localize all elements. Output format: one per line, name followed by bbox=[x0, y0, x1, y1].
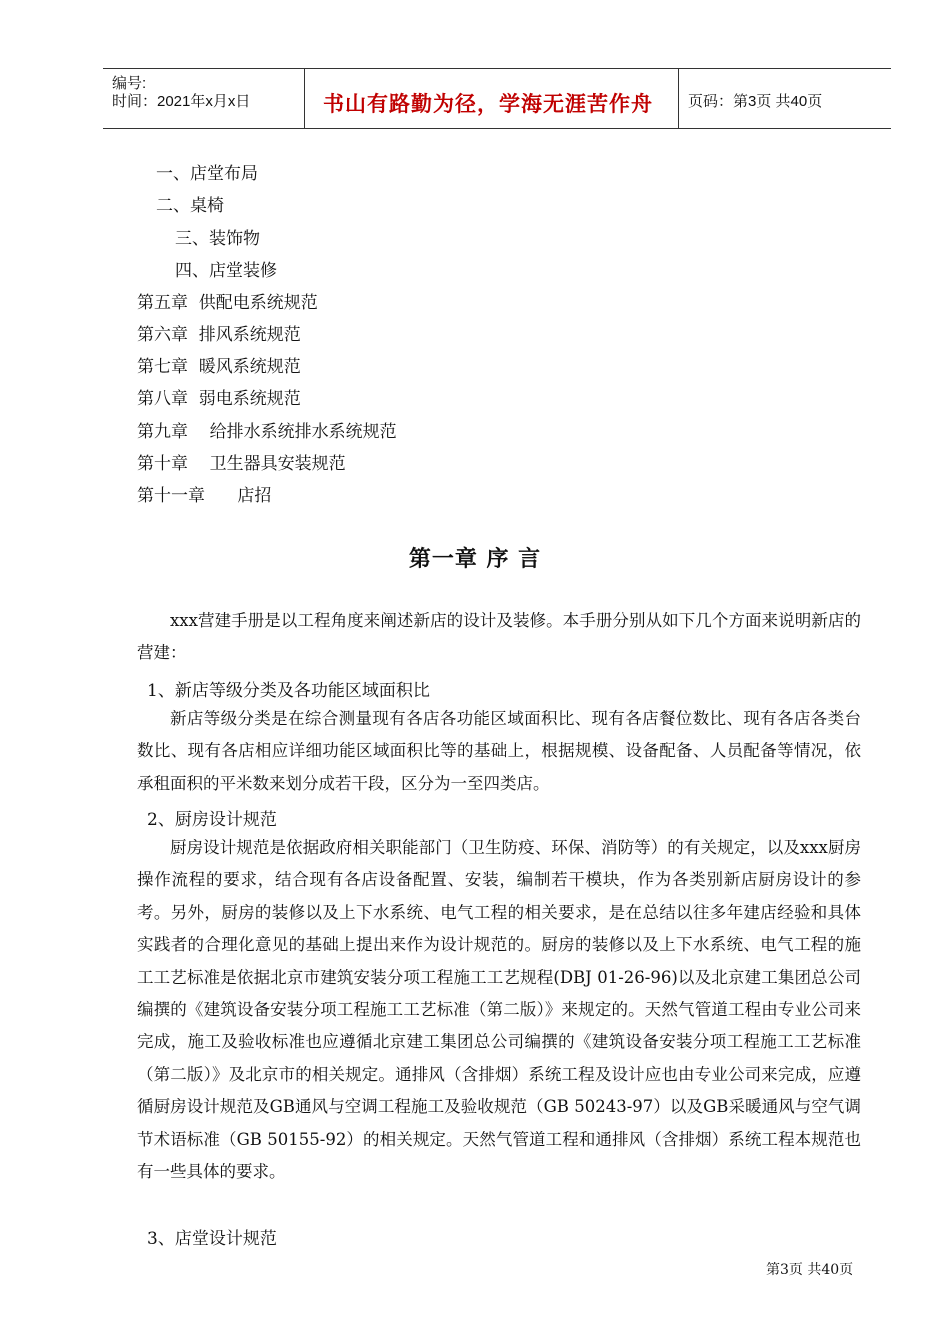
section-heading: 2、厨房设计规范 bbox=[147, 810, 277, 830]
section-paragraph: 新店等级分类是在综合测量现有各店各功能区域面积比、现有各店餐位数比、现有各店各类台数比、现有各店相应详细功能区域面积比等的基础上，根据规模、设备配备、人员配备等情况，依承租面积的平米数来划分成若干段，区分为一至四类店。 bbox=[137, 709, 861, 793]
toc-item: 第十一章 店招 bbox=[137, 486, 272, 506]
number-label: 编号: bbox=[112, 75, 147, 92]
motto: 书山有路勤为径，学海无涯苦作舟 bbox=[323, 92, 653, 116]
section-heading: 1、新店等级分类及各功能区域面积比 bbox=[147, 681, 430, 701]
section-heading: 3、店堂设计规范 bbox=[147, 1229, 277, 1249]
toc-item: 第十章 卫生器具安装规范 bbox=[137, 454, 346, 474]
toc-item: 三、装饰物 bbox=[175, 229, 260, 249]
time-label: 时间：2021年x月x日 bbox=[112, 93, 251, 110]
toc-item: 四、店堂装修 bbox=[175, 261, 277, 281]
toc-item: 二、桌椅 bbox=[156, 196, 224, 216]
toc-item: 第九章 给排水系统排水系统规范 bbox=[137, 422, 397, 442]
toc-item: 第七章 暖风系统规范 bbox=[137, 357, 301, 377]
header-page-label: 页码：第3页 共40页 bbox=[688, 93, 823, 110]
toc-item: 第六章 排风系统规范 bbox=[137, 325, 301, 345]
intro-paragraph: xxx营建手册是以工程角度来阐述新店的设计及装修。本手册分别从如下几个方面来说明新店的营建： bbox=[137, 611, 861, 663]
toc-item: 一、店堂布局 bbox=[156, 164, 258, 184]
chapter-title: 第一章 序 言 bbox=[408, 547, 542, 572]
header-right-cell bbox=[679, 69, 891, 128]
page-footer: 第3页 共40页 bbox=[766, 1262, 854, 1278]
section-paragraph: 厨房设计规范是依据政府相关职能部门（卫生防疫、环保、消防等）的有关规定，以及xxx厨房操作流程的要求，结合现有各店设备配置、安装，编制若干模块，作为各类别新店厨房设计的参考。另外，厨房的装修以及上下水系统、电气工程的相关要求，是在总结以往多年建店经验和具体实践者的合理化意见的基础上提出来作为设计规范的。厨房的装修以及上下水系统、电气工程的施工工艺标准是依据北京市建筑安装分项工程施工工艺规程(DBJ 01-26-96)以及北京建工集团总公司编撰的《建筑设备安装分项工程施工工艺标准（第二版）》来规定的。天然气管道工程由专业公司来完成，施工及验收标准也应遵循北京建工集团总公司编撰的《建筑设备安装分项工程施工工艺标准（第二版）》及北京市的相关规定。通排风（含排烟）系统工程及设计应也由专业公司来完成，应遵循厨房设计规范及GB通风与空调工程施工及验收规范（GB 50243-97）以及GB采暖通风与空气调节术语标准（GB 50155-92）的相关规定。天然气管道工程和通排风（含排烟）系统工程本规范也有一些具体的要求。 bbox=[137, 838, 861, 1182]
header-motto-cell bbox=[305, 69, 679, 128]
page-header bbox=[103, 68, 891, 129]
toc-item: 第八章 弱电系统规范 bbox=[137, 389, 301, 409]
header-left-cell bbox=[103, 69, 305, 128]
toc-item: 第五章 供配电系统规范 bbox=[137, 293, 318, 313]
